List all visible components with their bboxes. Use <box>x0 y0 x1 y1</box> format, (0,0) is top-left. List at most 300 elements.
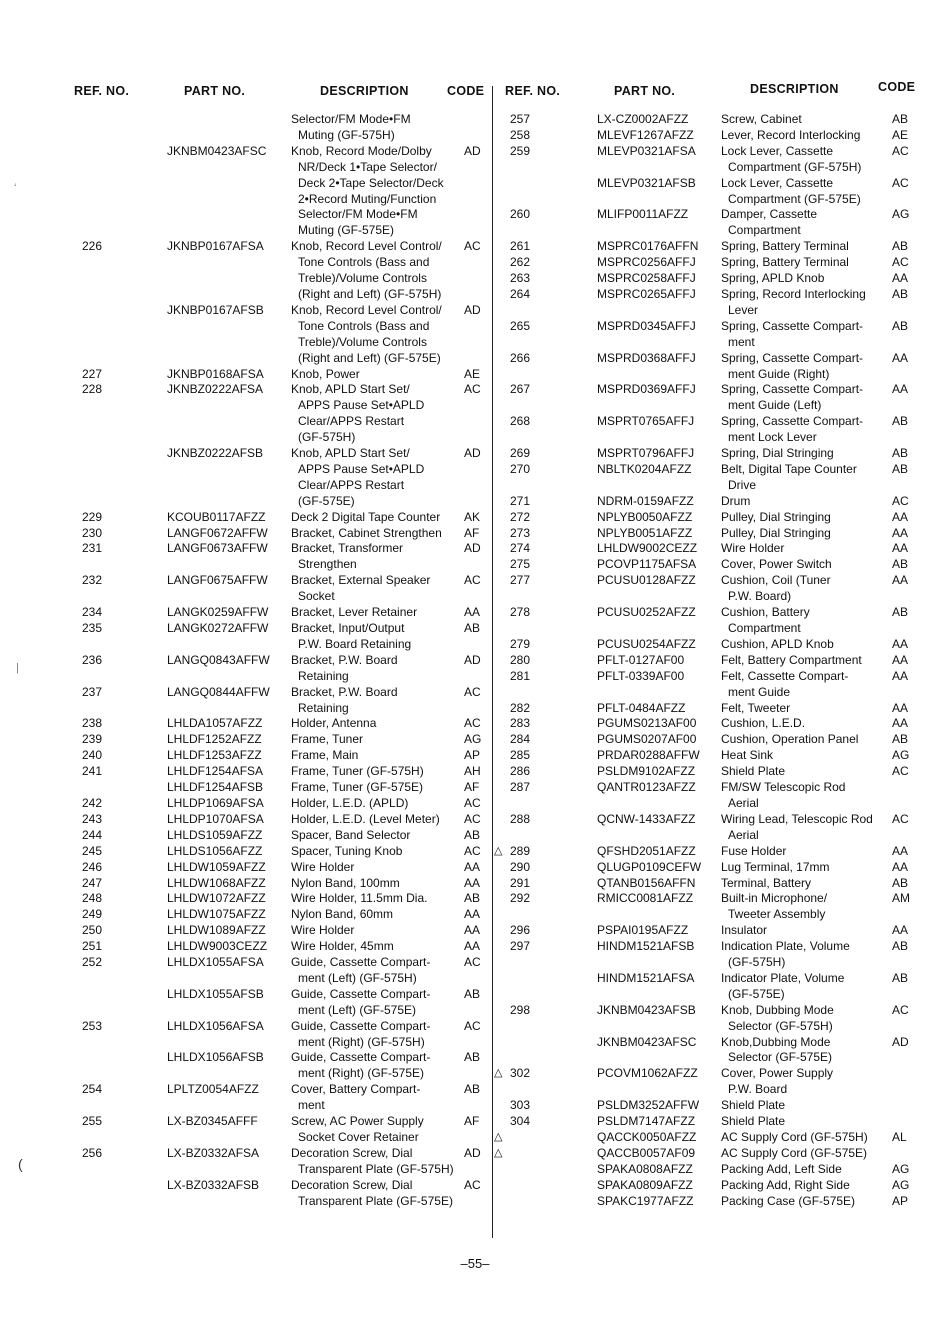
part-no-cell: KCOUB0117AFZZ <box>167 509 266 524</box>
table-row <box>0 239 490 303</box>
safety-warning-icon: △ <box>494 844 503 857</box>
part-no-cell: LHLDF1254AFSB <box>167 780 264 795</box>
ref-no-cell: 236 <box>82 652 103 667</box>
table-row <box>493 860 950 876</box>
table-row <box>0 748 490 764</box>
description-line: P.W. Board <box>728 1082 788 1097</box>
ref-no-cell: 248 <box>82 891 103 906</box>
code-cell: AC <box>464 811 481 826</box>
ref-no-cell: 247 <box>82 875 103 890</box>
code-cell: AA <box>892 700 909 715</box>
part-no-cell: QLUGP0109CEFW <box>597 859 702 874</box>
code-cell: AB <box>892 446 909 461</box>
part-no-cell: LHLDS1056AFZZ <box>167 843 263 858</box>
description-cell <box>721 271 891 287</box>
code-cell: AB <box>464 1082 481 1097</box>
description-line: Bracket, External Speaker <box>291 573 431 588</box>
part-no-cell: PGUMS0213AF00 <box>597 716 697 731</box>
description-line: Nylon Band, 60mm <box>291 907 394 922</box>
table-row <box>0 796 490 812</box>
description-line: ment Guide (Right) <box>728 366 830 381</box>
code-cell: AC <box>464 239 481 254</box>
part-no-cell: LHLDA1057AFZZ <box>167 716 263 731</box>
part-no-cell: JKNBP0168AFSA <box>167 366 264 381</box>
description-line: Cushion, APLD Knob <box>721 636 834 651</box>
description-line: Bracket, Cabinet Strengthen <box>291 525 442 540</box>
code-cell: AB <box>464 891 481 906</box>
description-cell <box>291 812 463 828</box>
table-row <box>493 939 950 971</box>
part-no-cell: QACCB0057AF09 <box>597 1145 696 1160</box>
code-cell: AA <box>892 652 909 667</box>
description-cell <box>721 494 891 510</box>
description-line: Spacer, Band Selector <box>291 827 411 842</box>
description-cell <box>721 716 891 732</box>
table-row <box>0 876 490 892</box>
ref-no-cell: 229 <box>82 509 103 524</box>
part-no-cell: LX-BZ0332AFSB <box>167 1177 260 1192</box>
code-cell: AH <box>464 764 481 779</box>
description-cell <box>291 780 463 796</box>
table-row <box>0 1019 490 1051</box>
description-line: Nylon Band, 100mm <box>291 875 400 890</box>
part-no-cell: MSPRD0368AFFJ <box>597 350 696 365</box>
part-no-cell: LHLDX1055AFSB <box>167 986 264 1001</box>
description-line: Frame, Tuner (GF-575H) <box>291 764 424 779</box>
ref-no-cell: 268 <box>510 414 531 429</box>
code-cell: AB <box>464 827 481 842</box>
ref-no-cell: 260 <box>510 207 531 222</box>
ref-no-cell: 286 <box>510 764 531 779</box>
code-cell: AD <box>464 302 481 317</box>
part-no-cell: LANGF0672AFFW <box>167 525 268 540</box>
description-line: Retaining <box>298 700 349 715</box>
ref-no-cell: 272 <box>510 509 531 524</box>
table-row <box>493 669 950 701</box>
code-cell: AD <box>464 143 481 158</box>
description-cell <box>291 955 463 987</box>
description-cell <box>721 128 891 144</box>
right-code-header: CODE <box>878 80 916 94</box>
code-cell: AB <box>892 286 909 301</box>
part-no-cell: MSPRD0369AFFJ <box>597 382 696 397</box>
table-row <box>0 812 490 828</box>
description-line: Spring, Cassette Compart- <box>721 350 864 365</box>
part-no-cell: HINDM1521AFSB <box>597 939 695 954</box>
description-cell <box>291 526 463 542</box>
right-ref-header: REF. NO. <box>505 84 561 98</box>
table-row <box>493 271 950 287</box>
part-no-cell: LX-BZ0332AFSA <box>167 1145 260 1160</box>
table-row <box>493 923 950 939</box>
part-no-cell: LHLDW1072AFZZ <box>167 891 266 906</box>
table-row <box>493 494 950 510</box>
code-cell: AB <box>892 875 909 890</box>
description-line: Decoration Screw, Dial <box>291 1177 413 1192</box>
description-cell <box>291 382 463 446</box>
description-line: Retaining <box>298 668 349 683</box>
ref-no-cell: 285 <box>510 748 531 763</box>
table-row <box>493 541 950 557</box>
description-line: Wire Holder, 11.5mm Dia. <box>291 891 428 906</box>
ref-no-cell: 257 <box>510 112 531 126</box>
ref-no-cell: 238 <box>82 716 103 731</box>
code-cell: AB <box>892 112 909 126</box>
description-cell <box>291 685 463 717</box>
description-line: ment Guide <box>728 684 791 699</box>
description-cell <box>721 732 891 748</box>
part-no-cell: LANGK0259AFFW <box>167 605 269 620</box>
table-row <box>0 382 490 446</box>
code-cell: AL <box>892 1130 907 1144</box>
part-no-cell: MLEVF1267AFZZ <box>597 127 694 142</box>
ref-no-cell: 287 <box>510 780 531 795</box>
table-row <box>493 732 950 748</box>
description-line: Knob, Power <box>291 366 360 381</box>
part-no-cell: SPAKC1977AFZZ <box>597 1193 694 1208</box>
description-line: Cushion, Operation Panel <box>721 732 859 747</box>
description-line: Tone Controls (Bass and <box>298 255 430 270</box>
code-cell: AA <box>892 859 909 874</box>
code-cell: AC <box>464 716 481 731</box>
code-cell: AB <box>892 732 909 747</box>
code-cell: AB <box>892 239 909 254</box>
part-no-cell: MSPRT0765AFFJ <box>597 414 695 429</box>
part-no-cell: JKNBZ0222AFSA <box>167 382 264 397</box>
ref-no-cell: 296 <box>510 923 531 938</box>
part-no-cell: JKNBP0167AFSA <box>167 239 264 254</box>
table-row <box>493 1162 950 1178</box>
code-cell: AG <box>464 732 482 747</box>
ref-no-cell: 234 <box>82 605 103 620</box>
ref-no-cell: 237 <box>82 684 103 699</box>
description-line: Wire Holder <box>721 541 785 556</box>
description-cell <box>291 303 463 367</box>
ref-no-cell: 249 <box>82 907 103 922</box>
code-cell: AA <box>464 875 481 890</box>
code-cell: AC <box>464 1018 481 1033</box>
description-line: Belt, Digital Tape Counter <box>721 461 857 476</box>
ref-no-cell: 269 <box>510 446 531 461</box>
description-line: Compartment <box>728 223 801 238</box>
part-no-cell: LANGF0673AFFW <box>167 541 268 556</box>
description-cell <box>721 462 891 494</box>
table-row <box>0 653 490 685</box>
description-cell <box>291 860 463 876</box>
description-line: Terminal, Battery <box>721 875 812 890</box>
description-cell <box>291 748 463 764</box>
table-row <box>0 573 490 605</box>
part-no-cell: MLEVP0321AFSA <box>597 143 696 158</box>
code-cell: AA <box>892 350 909 365</box>
description-cell <box>721 605 891 637</box>
part-no-cell: LHLDW1089AFZZ <box>167 923 266 938</box>
ref-no-cell: 266 <box>510 350 531 365</box>
table-row <box>493 462 950 494</box>
description-line: ment (Left) (GF-575H) <box>298 970 417 985</box>
part-no-cell: PRDAR0288AFFW <box>597 748 700 763</box>
description-line: Felt, Cassette Compart- <box>721 668 849 683</box>
description-cell <box>291 987 463 1019</box>
table-row <box>0 860 490 876</box>
description-cell <box>291 1050 463 1082</box>
description-line: Knob, Dubbing Mode <box>721 1002 834 1017</box>
ref-no-cell: 304 <box>510 1114 531 1129</box>
table-row <box>0 1114 490 1146</box>
ref-no-cell: 241 <box>82 764 103 779</box>
ref-no-cell: 274 <box>510 541 531 556</box>
table-row <box>0 1178 490 1210</box>
description-cell <box>721 637 891 653</box>
left-desc-header: DESCRIPTION <box>320 84 409 98</box>
part-no-cell: NPLYB0050AFZZ <box>597 509 693 524</box>
description-line: ment Guide (Left) <box>728 398 822 413</box>
ref-no-cell: 244 <box>82 827 103 842</box>
description-line: Knob, APLD Start Set/ <box>291 382 410 397</box>
table-row <box>493 255 950 271</box>
description-line: Wire Holder, 45mm <box>291 939 394 954</box>
table-row <box>493 176 950 208</box>
description-cell <box>721 526 891 542</box>
scan-mark: ( <box>18 1156 23 1172</box>
description-cell <box>291 764 463 780</box>
code-cell: AA <box>892 573 909 588</box>
table-row <box>493 510 950 526</box>
description-cell <box>721 1098 891 1114</box>
description-cell <box>721 1162 891 1178</box>
part-no-cell: LHLDW1059AFZZ <box>167 859 266 874</box>
description-cell <box>721 557 891 573</box>
description-cell <box>721 701 891 717</box>
ref-no-cell: 281 <box>510 668 531 683</box>
table-row <box>493 1146 950 1162</box>
table-row <box>0 621 490 653</box>
part-no-cell: NPLYB0051AFZZ <box>597 525 693 540</box>
table-row <box>493 1003 950 1035</box>
table-row <box>0 541 490 573</box>
code-cell: AD <box>892 1034 909 1049</box>
ref-no-cell: 245 <box>82 843 103 858</box>
part-no-cell: PCUSU0128AFZZ <box>597 573 696 588</box>
description-line: Compartment (GF-575E) <box>728 191 861 206</box>
code-cell: AP <box>892 1193 909 1208</box>
code-cell: AA <box>464 907 481 922</box>
code-cell: AA <box>464 605 481 620</box>
description-line: AC Supply Cord (GF-575H) <box>721 1130 868 1144</box>
description-cell <box>721 1003 891 1035</box>
left-ref-header: REF. NO. <box>74 84 130 98</box>
description-line: Bracket, Input/Output <box>291 621 405 635</box>
description-line: Drum <box>721 493 751 508</box>
ref-no-cell: 228 <box>82 382 103 397</box>
code-cell: AC <box>464 684 481 699</box>
ref-no-cell: 240 <box>82 748 103 763</box>
description-line: Spring, Cassette Compart- <box>721 318 864 333</box>
description-line: Treble)/Volume Controls <box>298 334 427 349</box>
part-no-cell: MLEVP0321AFSB <box>597 175 696 190</box>
table-row <box>0 955 490 987</box>
description-line: Wire Holder <box>291 923 355 938</box>
description-line: Lever <box>728 302 759 317</box>
part-no-cell: MSPRD0345AFFJ <box>597 318 696 333</box>
description-line: Selector/FM Mode•FM <box>291 112 411 126</box>
code-cell: AC <box>892 764 909 779</box>
description-cell <box>291 446 463 510</box>
code-cell: AK <box>464 509 481 524</box>
description-line: Pulley, Dial Stringing <box>721 525 831 540</box>
description-line: Guide, Cassette Compart- <box>291 1018 431 1033</box>
right-parts-table <box>493 112 950 1210</box>
description-line: Shield Plate <box>721 1098 786 1113</box>
description-line: Packing Case (GF-575E) <box>721 1193 856 1208</box>
table-row <box>0 526 490 542</box>
left-code-header: CODE <box>447 84 485 98</box>
table-row <box>0 732 490 748</box>
part-no-cell: MSPRC0265AFFJ <box>597 286 696 301</box>
part-no-cell: LANGQ0843AFFW <box>167 652 270 667</box>
description-cell <box>721 812 891 844</box>
ref-no-cell: 259 <box>510 143 531 158</box>
description-cell <box>721 239 891 255</box>
description-line: Cover, Battery Compart- <box>291 1082 421 1097</box>
safety-warning-icon: △ <box>494 1146 503 1159</box>
part-no-cell: PSLDM3252AFFW <box>597 1098 700 1113</box>
code-cell: AA <box>892 636 909 651</box>
part-no-cell: LHLDW9002CEZZ <box>597 541 698 556</box>
ref-no-cell: 246 <box>82 859 103 874</box>
description-line: Spacer, Tuning Knob <box>291 843 403 858</box>
code-cell: AE <box>464 366 481 381</box>
part-no-cell: JKNBM0423AFSC <box>597 1034 697 1049</box>
description-cell <box>291 923 463 939</box>
table-row <box>493 526 950 542</box>
code-cell: AD <box>464 1145 481 1160</box>
description-line: (Right and Left) (GF-575H) <box>298 286 442 301</box>
part-no-cell: QTANB0156AFFN <box>597 875 696 890</box>
ref-no-cell: 251 <box>82 939 103 954</box>
part-no-cell: LX-BZ0345AFFF <box>167 1114 258 1129</box>
scan-mark: ‘ <box>14 182 17 194</box>
table-row <box>493 446 950 462</box>
table-row <box>493 891 950 923</box>
description-line: Lock Lever, Cassette <box>721 143 834 158</box>
ref-no-cell: 291 <box>510 875 531 890</box>
description-line: Cushion, Coil (Tuner <box>721 573 831 588</box>
table-row <box>493 812 950 844</box>
description-cell <box>721 112 891 128</box>
ref-no-cell: 284 <box>510 732 531 747</box>
part-no-cell: JKNBM0423AFSC <box>167 143 267 158</box>
description-line: Cover, Power Switch <box>721 557 832 572</box>
table-row <box>493 128 950 144</box>
description-line: (GF-575H) <box>298 430 356 445</box>
part-no-cell: LX-CZ0002AFZZ <box>597 112 689 126</box>
description-line: Felt, Tweeter <box>721 700 791 715</box>
description-line: Wire Holder <box>291 859 355 874</box>
description-line: Drive <box>728 477 757 492</box>
description-line: Insulator <box>721 923 768 938</box>
code-cell: AC <box>464 843 481 858</box>
code-cell: AC <box>892 493 909 508</box>
part-no-cell: SPAKA0809AFZZ <box>597 1177 693 1192</box>
ref-no-cell: 303 <box>510 1098 531 1113</box>
description-line: Shield Plate <box>721 1114 786 1129</box>
description-line: Spring, APLD Knob <box>721 271 825 286</box>
table-row <box>493 780 950 812</box>
ref-no-cell: 258 <box>510 127 531 142</box>
description-line: Transparent Plate (GF-575E) <box>298 1193 453 1208</box>
table-row <box>0 1146 490 1178</box>
description-cell <box>291 939 463 955</box>
description-cell <box>291 907 463 923</box>
description-line: Muting (GF-575E) <box>298 223 395 238</box>
description-cell <box>721 1035 891 1067</box>
description-line: Spring, Record Interlocking <box>721 286 866 301</box>
table-row <box>493 1130 950 1146</box>
description-line: Holder, L.E.D. (APLD) <box>291 795 409 810</box>
description-line: Clear/APPS Restart <box>298 477 405 492</box>
left-parts-table <box>0 112 490 1210</box>
part-no-cell: LHLDP1069AFSA <box>167 795 264 810</box>
description-line: Spring, Dial Stringing <box>721 446 834 461</box>
part-no-cell: PCOVP1175AFSA <box>597 557 697 572</box>
description-line: (GF-575E) <box>728 986 785 1001</box>
description-cell <box>721 1194 891 1210</box>
table-row <box>493 239 950 255</box>
description-line: Decoration Screw, Dial <box>291 1145 413 1160</box>
ref-no-cell: 279 <box>510 636 531 651</box>
description-line: Packing Add, Left Side <box>721 1161 842 1176</box>
code-cell: AA <box>892 668 909 683</box>
description-line: Treble)/Volume Controls <box>298 271 427 286</box>
part-no-cell: PFLT-0127AF00 <box>597 652 685 667</box>
table-row <box>0 303 490 367</box>
description-cell <box>721 891 891 923</box>
page-number: –55– <box>460 1256 490 1271</box>
description-cell <box>291 732 463 748</box>
description-cell <box>291 716 463 732</box>
description-line: Knob, Record Level Control/ <box>291 302 442 317</box>
description-line: ment (Right) (GF-575E) <box>298 1066 425 1081</box>
code-cell: AG <box>892 207 910 222</box>
description-cell <box>291 541 463 573</box>
description-line: Pulley, Dial Stringing <box>721 509 831 524</box>
code-cell: AA <box>464 939 481 954</box>
safety-warning-icon: △ <box>494 1131 503 1143</box>
safety-warning-icon: △ <box>494 1067 503 1080</box>
table-row <box>0 828 490 844</box>
description-line: Lever, Record Interlocking <box>721 127 861 142</box>
description-line: Deck 2 Digital Tape Counter <box>291 509 441 524</box>
code-cell: AG <box>892 748 910 763</box>
ref-no-cell: 256 <box>82 1145 103 1160</box>
ref-no-cell: 226 <box>82 239 103 254</box>
left-part-header: PART NO. <box>184 84 246 98</box>
ref-no-cell: 231 <box>82 541 103 556</box>
table-row <box>493 1178 950 1194</box>
right-desc-header: DESCRIPTION <box>750 82 839 96</box>
part-no-cell: JKNBP0167AFSB <box>167 302 264 317</box>
table-row <box>0 605 490 621</box>
table-row <box>0 1050 490 1082</box>
description-line: Socket <box>298 589 335 604</box>
description-line: Lug Terminal, 17mm <box>721 859 830 874</box>
code-cell: AE <box>892 127 909 142</box>
part-no-cell: LANGF0675AFFW <box>167 573 268 588</box>
code-cell: AA <box>892 525 909 540</box>
code-cell: AB <box>892 414 909 429</box>
description-line: Built-in Microphone/ <box>721 891 828 906</box>
